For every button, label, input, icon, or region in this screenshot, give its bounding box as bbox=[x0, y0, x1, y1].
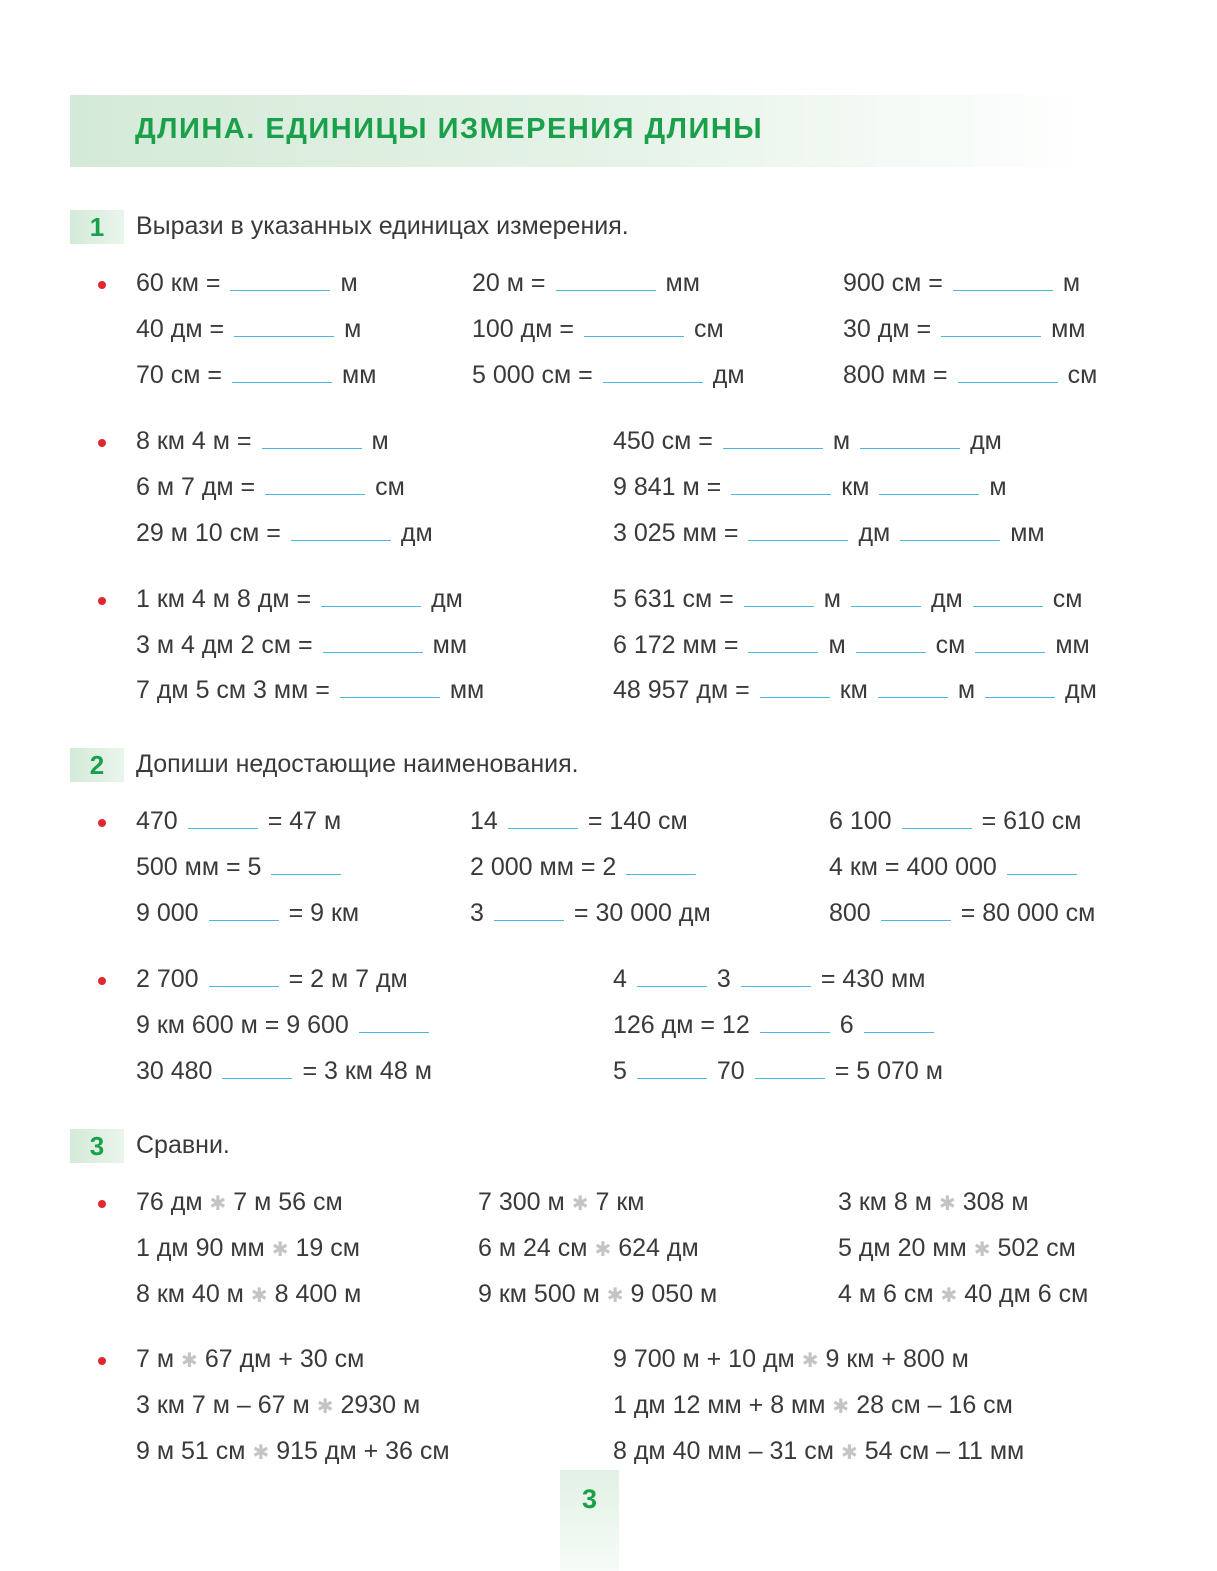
expression: 6 172 мм = bbox=[613, 631, 739, 659]
answer-blank[interactable] bbox=[508, 808, 578, 829]
expression: 2930 м bbox=[340, 1391, 421, 1419]
expression: 20 м = bbox=[472, 269, 546, 297]
expression: 9 700 м + 10 дм bbox=[613, 1345, 795, 1373]
answer-blank[interactable] bbox=[755, 1058, 825, 1079]
expression: 7 км bbox=[595, 1188, 645, 1216]
task-instruction: Вырази в указанных единицах измерения. bbox=[136, 212, 629, 240]
expression: = 30 000 дм bbox=[573, 899, 711, 927]
expression: 40 дм = bbox=[136, 315, 225, 343]
exercise-item bbox=[136, 1011, 439, 1040]
bullet-icon bbox=[98, 1200, 106, 1208]
exercise-item bbox=[613, 676, 1097, 705]
expression: = 430 мм bbox=[820, 965, 926, 993]
unit: мм bbox=[1055, 631, 1090, 659]
expression: 14 bbox=[470, 807, 498, 835]
compare-star-icon[interactable]: ✱ bbox=[938, 1193, 956, 1215]
answer-blank[interactable] bbox=[188, 808, 258, 829]
expression: 470 bbox=[136, 807, 178, 835]
exercise-item bbox=[613, 1057, 943, 1086]
unit: см bbox=[693, 315, 724, 343]
task-instruction: Допиши недостающие наименования. bbox=[136, 750, 579, 778]
compare-star-icon[interactable]: ✱ bbox=[250, 1285, 268, 1307]
unit: мм bbox=[665, 269, 700, 297]
expression: 70 bbox=[716, 1057, 745, 1085]
expression: 6 м 7 дм = bbox=[136, 473, 256, 501]
exercise-item bbox=[472, 315, 724, 344]
answer-blank[interactable] bbox=[209, 900, 279, 921]
expression: = 610 см bbox=[981, 807, 1082, 835]
compare-star-icon[interactable]: ✱ bbox=[271, 1239, 289, 1261]
expression: 3 м 4 дм 2 см = bbox=[136, 631, 313, 659]
compare-star-icon[interactable]: ✱ bbox=[594, 1239, 612, 1261]
answer-blank[interactable] bbox=[626, 854, 696, 875]
expression: 60 км = bbox=[136, 269, 221, 297]
unit: дм bbox=[970, 427, 1002, 455]
answer-blank[interactable] bbox=[584, 316, 684, 337]
exercise-item bbox=[613, 1391, 1013, 1420]
answer-blank[interactable] bbox=[744, 586, 814, 607]
exercise-item bbox=[136, 519, 433, 548]
compare-star-icon[interactable]: ✱ bbox=[801, 1350, 819, 1372]
answer-blank[interactable] bbox=[900, 520, 1000, 541]
expression: 4 bbox=[613, 965, 627, 993]
answer-blank[interactable] bbox=[741, 966, 811, 987]
expression: 2 700 bbox=[136, 965, 199, 993]
answer-blank[interactable] bbox=[760, 677, 830, 698]
answer-blank[interactable] bbox=[230, 270, 330, 291]
exercise-item bbox=[843, 361, 1097, 390]
task-number: 2 bbox=[70, 748, 124, 782]
expression: 450 см = bbox=[613, 427, 713, 455]
compare-star-icon[interactable]: ✱ bbox=[316, 1396, 334, 1418]
answer-blank[interactable] bbox=[748, 632, 818, 653]
expression: 6 м 24 см bbox=[478, 1234, 588, 1262]
compare-star-icon[interactable]: ✱ bbox=[606, 1285, 624, 1307]
answer-blank[interactable] bbox=[340, 677, 440, 698]
exercise-item bbox=[136, 853, 351, 882]
unit: дм bbox=[712, 361, 745, 389]
expression: 76 дм bbox=[136, 1188, 203, 1216]
compare-star-icon[interactable]: ✱ bbox=[940, 1285, 958, 1307]
exercise-item bbox=[829, 807, 1081, 836]
answer-blank[interactable] bbox=[953, 270, 1053, 291]
answer-blank[interactable] bbox=[856, 632, 926, 653]
bullet-icon bbox=[98, 1357, 106, 1365]
compare-star-icon[interactable]: ✱ bbox=[840, 1442, 858, 1464]
exercise-item bbox=[829, 853, 1087, 882]
exercise-item bbox=[843, 269, 1080, 298]
compare-star-icon[interactable]: ✱ bbox=[973, 1239, 991, 1261]
exercise-item bbox=[843, 315, 1085, 344]
answer-blank[interactable] bbox=[723, 428, 823, 449]
expression: 4 м 6 см bbox=[838, 1280, 934, 1308]
answer-blank[interactable] bbox=[878, 677, 948, 698]
exercise-item bbox=[838, 1280, 1088, 1309]
expression: 9 050 м bbox=[630, 1280, 718, 1308]
unit: см bbox=[375, 473, 405, 501]
unit: дм bbox=[400, 519, 433, 547]
expression: 1 км 4 м 8 дм = bbox=[136, 585, 312, 613]
answer-blank[interactable] bbox=[941, 316, 1041, 337]
answer-blank[interactable] bbox=[879, 474, 979, 495]
expression: 67 дм + 30 см bbox=[204, 1345, 365, 1373]
answer-blank[interactable] bbox=[860, 428, 960, 449]
answer-blank[interactable] bbox=[851, 586, 921, 607]
expression: 7 м bbox=[136, 1345, 175, 1373]
exercise-item bbox=[136, 269, 358, 298]
unit: мм bbox=[1010, 519, 1045, 547]
answer-blank[interactable] bbox=[760, 1012, 830, 1033]
exercise-item bbox=[470, 807, 688, 836]
answer-blank[interactable] bbox=[985, 677, 1055, 698]
bullet-icon bbox=[98, 819, 106, 827]
expression: 3 км 8 м bbox=[838, 1188, 932, 1216]
page-number: 3 bbox=[581, 1484, 598, 1514]
answer-blank[interactable] bbox=[637, 1058, 707, 1079]
expression: 6 bbox=[839, 1011, 854, 1039]
exercise-item bbox=[613, 631, 1090, 660]
exercise-item bbox=[613, 1437, 1024, 1466]
unit: см bbox=[935, 631, 966, 659]
expression: 9 км 600 м = 9 600 bbox=[136, 1011, 349, 1039]
expression: = 2 м 7 дм bbox=[288, 965, 408, 993]
expression: 9 м 51 см bbox=[136, 1437, 246, 1465]
expression: 5 дм 20 мм bbox=[838, 1234, 967, 1262]
expression: 19 см bbox=[295, 1234, 360, 1262]
answer-blank[interactable] bbox=[556, 270, 656, 291]
answer-blank[interactable] bbox=[262, 428, 362, 449]
answer-blank[interactable] bbox=[494, 900, 564, 921]
expression: 900 см = bbox=[843, 269, 943, 297]
exercise-item bbox=[613, 519, 1045, 548]
expression: 70 см = bbox=[136, 361, 222, 389]
exercise-item bbox=[838, 1188, 1029, 1217]
expression: 8 дм 40 мм – 31 см bbox=[613, 1437, 834, 1465]
answer-blank[interactable] bbox=[864, 1012, 934, 1033]
expression: 500 мм = 5 bbox=[136, 853, 262, 881]
unit: м bbox=[957, 676, 976, 704]
bullet-icon bbox=[98, 439, 106, 447]
expression: 624 дм bbox=[618, 1234, 699, 1262]
exercise-item bbox=[613, 965, 925, 994]
answer-blank[interactable] bbox=[232, 362, 332, 383]
answer-blank[interactable] bbox=[637, 966, 707, 987]
unit: дм bbox=[1065, 676, 1097, 704]
exercise-item bbox=[829, 899, 1095, 928]
expression: 30 480 bbox=[136, 1057, 213, 1085]
exercise-item bbox=[136, 315, 361, 344]
unit: см bbox=[1067, 361, 1098, 389]
expression: 8 км 40 м bbox=[136, 1280, 244, 1308]
bullet-icon bbox=[98, 281, 106, 289]
compare-star-icon[interactable]: ✱ bbox=[209, 1193, 227, 1215]
expression: = 3 км 48 м bbox=[302, 1057, 432, 1085]
unit: мм bbox=[432, 631, 468, 659]
answer-blank[interactable] bbox=[291, 520, 391, 541]
unit: мм bbox=[342, 361, 377, 389]
answer-blank[interactable] bbox=[973, 586, 1043, 607]
unit: м bbox=[828, 631, 846, 659]
expression: 9 км 500 м bbox=[478, 1280, 600, 1308]
answer-blank[interactable] bbox=[1007, 854, 1077, 875]
expression: = 140 см bbox=[587, 807, 688, 835]
exercise-item bbox=[470, 853, 706, 882]
answer-blank[interactable] bbox=[321, 586, 421, 607]
answer-blank[interactable] bbox=[731, 474, 831, 495]
answer-blank[interactable] bbox=[359, 1012, 429, 1033]
exercise-item bbox=[136, 676, 484, 705]
page-number-tab bbox=[560, 1470, 619, 1571]
answer-blank[interactable] bbox=[881, 900, 951, 921]
expression: 29 м 10 см = bbox=[136, 519, 281, 547]
answer-blank[interactable] bbox=[265, 474, 365, 495]
unit: м bbox=[989, 473, 1007, 501]
expression: 1 дм 12 мм + 8 мм bbox=[613, 1391, 826, 1419]
exercise-item bbox=[478, 1280, 717, 1309]
expression: 5 bbox=[613, 1057, 627, 1085]
expression: 9 000 bbox=[136, 899, 199, 927]
expression: 5 000 см = bbox=[472, 361, 593, 389]
exercise-item bbox=[136, 1280, 361, 1309]
expression: 8 400 м bbox=[274, 1280, 362, 1308]
compare-star-icon[interactable]: ✱ bbox=[181, 1350, 198, 1372]
answer-blank[interactable] bbox=[323, 632, 423, 653]
expression: 7 300 м bbox=[478, 1188, 565, 1216]
expression: 100 дм = bbox=[472, 315, 574, 343]
unit: мм bbox=[1051, 315, 1086, 343]
exercise-item bbox=[136, 473, 405, 502]
compare-star-icon[interactable]: ✱ bbox=[571, 1193, 589, 1215]
expression: 30 дм = bbox=[843, 315, 932, 343]
expression: 48 957 дм = bbox=[613, 676, 750, 704]
answer-blank[interactable] bbox=[234, 316, 334, 337]
expression: 3 bbox=[470, 899, 484, 927]
exercise-item bbox=[478, 1234, 699, 1263]
expression: 8 км 4 м = bbox=[136, 427, 252, 455]
expression: 3 025 мм = bbox=[613, 519, 739, 547]
expression: 915 дм + 36 см bbox=[276, 1437, 450, 1465]
unit: мм bbox=[449, 676, 485, 704]
exercise-item bbox=[136, 1057, 432, 1086]
unit: м bbox=[371, 427, 389, 455]
answer-blank[interactable] bbox=[209, 966, 279, 987]
expression: 7 дм 5 см 3 мм = bbox=[136, 676, 330, 704]
expression: 308 м bbox=[962, 1188, 1029, 1216]
exercise-item bbox=[470, 899, 711, 928]
exercise-item bbox=[472, 361, 745, 390]
unit: м bbox=[344, 315, 362, 343]
expression: 800 bbox=[829, 899, 871, 927]
expression: 9 км + 800 м bbox=[825, 1345, 969, 1373]
unit: м bbox=[823, 585, 841, 613]
answer-blank[interactable] bbox=[271, 854, 341, 875]
expression: 40 дм 6 см bbox=[964, 1280, 1089, 1308]
expression: = 80 000 см bbox=[960, 899, 1096, 927]
exercise-item bbox=[136, 585, 463, 614]
exercise-item bbox=[136, 427, 389, 456]
exercise-item bbox=[613, 585, 1082, 614]
expression: 28 см – 16 см bbox=[856, 1391, 1013, 1419]
exercise-item bbox=[136, 631, 467, 660]
expression: 5 631 см = bbox=[613, 585, 734, 613]
task-instruction: Сравни. bbox=[136, 1131, 230, 1159]
expression: 3 bbox=[716, 965, 731, 993]
exercise-item bbox=[136, 807, 341, 836]
expression: 4 км = 400 000 bbox=[829, 853, 997, 881]
exercise-item bbox=[136, 1234, 360, 1263]
expression: 800 мм = bbox=[843, 361, 948, 389]
answer-blank[interactable] bbox=[748, 520, 848, 541]
page-title: ДЛИНА. ЕДИНИЦЫ ИЗМЕРЕНИЯ ДЛИНЫ bbox=[135, 113, 764, 145]
expression: 3 км 7 м – 67 м bbox=[136, 1391, 310, 1419]
exercise-item bbox=[613, 473, 1007, 502]
answer-blank[interactable] bbox=[975, 632, 1045, 653]
exercise-item bbox=[472, 269, 700, 298]
exercise-item bbox=[613, 427, 1002, 456]
expression: 7 м 56 см bbox=[233, 1188, 343, 1216]
exercise-item bbox=[136, 965, 408, 994]
exercise-item bbox=[478, 1188, 644, 1217]
expression: 54 см – 11 мм bbox=[864, 1437, 1025, 1465]
answer-blank[interactable] bbox=[902, 808, 972, 829]
exercise-item bbox=[838, 1234, 1076, 1263]
title-band bbox=[70, 95, 1090, 167]
answer-blank[interactable] bbox=[603, 362, 703, 383]
answer-blank[interactable] bbox=[958, 362, 1058, 383]
unit: км bbox=[839, 676, 868, 704]
exercise-item bbox=[136, 1437, 450, 1466]
unit: дм bbox=[930, 585, 963, 613]
expression: 2 000 мм = 2 bbox=[470, 853, 617, 881]
expression: 6 100 bbox=[829, 807, 892, 835]
unit: м bbox=[832, 427, 851, 455]
exercise-item bbox=[613, 1011, 944, 1040]
compare-star-icon[interactable]: ✱ bbox=[252, 1442, 270, 1464]
exercise-item bbox=[613, 1345, 969, 1374]
expression: = 5 070 м bbox=[834, 1057, 943, 1085]
unit: м bbox=[1062, 269, 1081, 297]
unit: дм bbox=[431, 585, 463, 613]
exercise-item bbox=[136, 1345, 364, 1374]
expression: = 47 м bbox=[267, 807, 342, 835]
compare-star-icon[interactable]: ✱ bbox=[832, 1396, 850, 1418]
unit: см bbox=[1052, 585, 1083, 613]
exercise-item bbox=[136, 1391, 420, 1420]
expression: 502 см bbox=[997, 1234, 1076, 1262]
bullet-icon bbox=[98, 597, 106, 605]
expression: = 9 км bbox=[288, 899, 360, 927]
task-number: 1 bbox=[70, 210, 124, 244]
answer-blank[interactable] bbox=[222, 1058, 292, 1079]
exercise-item bbox=[136, 1188, 343, 1217]
bullet-icon bbox=[98, 977, 106, 985]
expression: 1 дм 90 мм bbox=[136, 1234, 265, 1262]
unit: км bbox=[841, 473, 870, 501]
expression: 126 дм = 12 bbox=[613, 1011, 750, 1039]
exercise-item bbox=[136, 361, 376, 390]
unit: дм bbox=[858, 519, 891, 547]
unit: м bbox=[340, 269, 358, 297]
exercise-item bbox=[136, 899, 359, 928]
task-number: 3 bbox=[70, 1129, 124, 1163]
expression: 9 841 м = bbox=[613, 473, 722, 501]
